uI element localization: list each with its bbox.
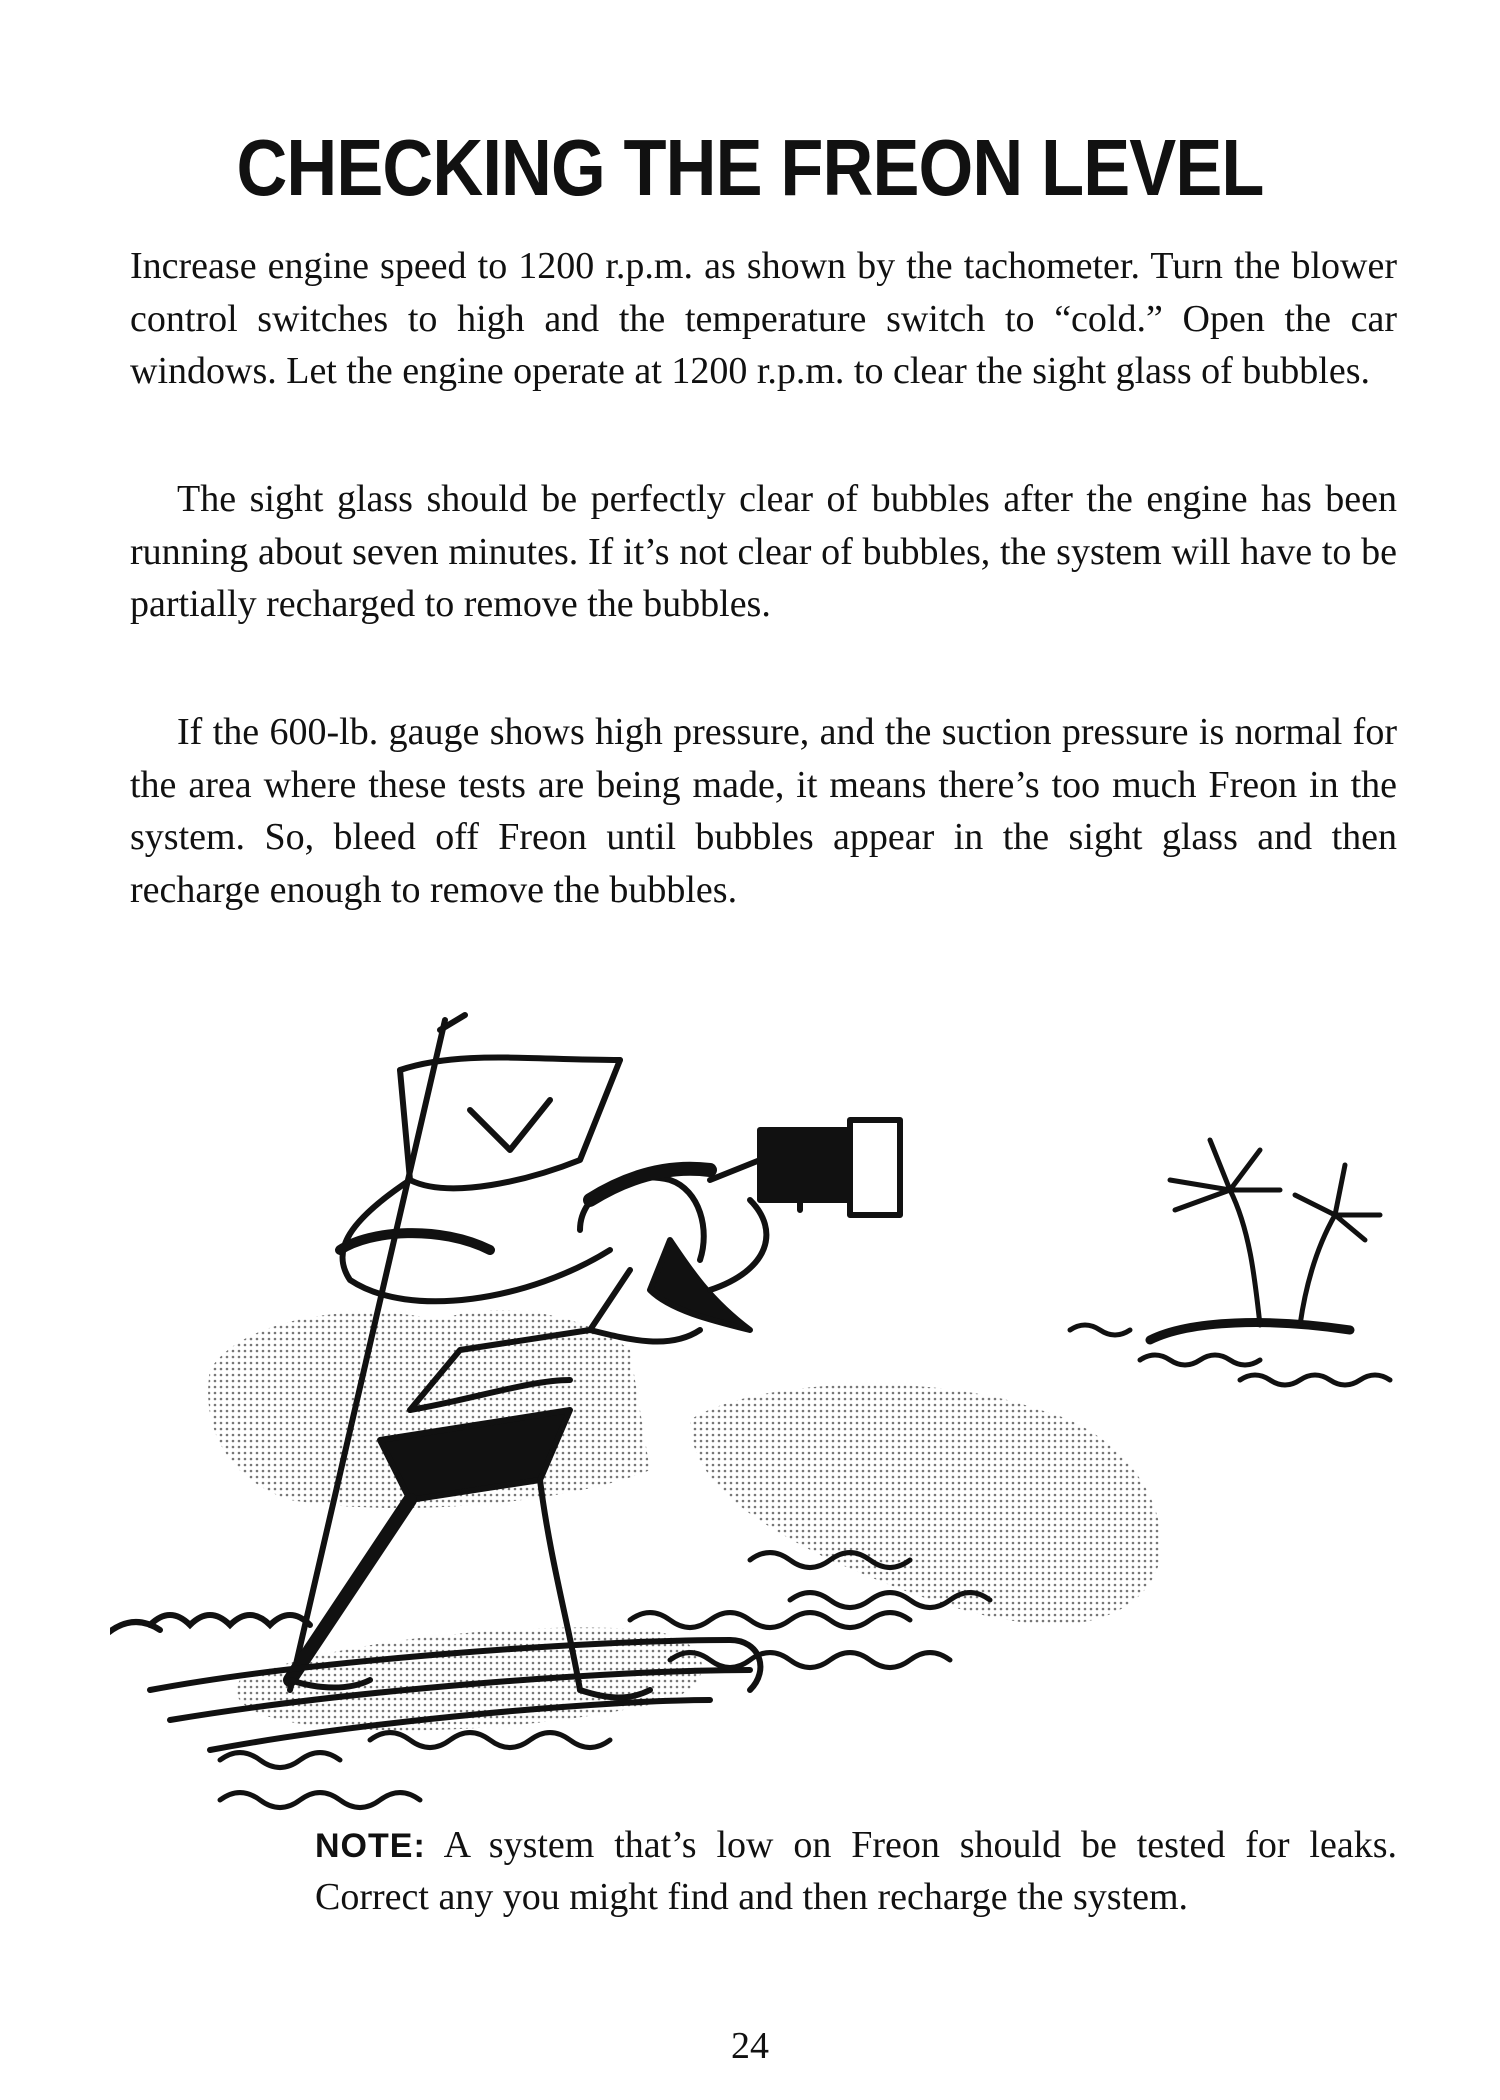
- paragraph-high-pressure: If the 600-lb. gauge shows high pressure, and the suction pressure is normal for the area where these tests are being made, it means there’s too much Freon in the system. So, bleed off Freon until bubbles appear in the sight glass and then recharge enough to remove the bubbles.: [130, 711, 1397, 911]
- page-title: CHECKING THE FREON LEVEL: [236, 123, 1264, 212]
- note-label: NOTE:: [315, 1827, 426, 1865]
- halftone-cloud-right: [690, 1385, 1161, 1625]
- page-number: 24: [731, 2025, 769, 2067]
- castaway-on-raft-illustration: [110, 1000, 1420, 1820]
- note-text: A system that’s low on Freon should be tested for leaks. Correct any you might find and then recharge the system.: [315, 1824, 1397, 1918]
- note-paragraph: [315, 1820, 1397, 1923]
- paragraph-engine-speed: Increase engine speed to 1200 r.p.m. as shown by the tachometer. Turn the blower control switches to high and the temperature switch to “cold.” Open the car windows. Let the engine operate at 1200 r.p.m. to clear the sight glass of bubbles.: [130, 245, 1397, 392]
- island-icon: [1070, 1140, 1390, 1385]
- paragraph-sight-glass: The sight glass should be perfectly clear of bubbles after the engine has been running about seven minutes. If it’s not clear of bubbles, the system will have to be partially recharged to remove the bubbles.: [130, 478, 1397, 625]
